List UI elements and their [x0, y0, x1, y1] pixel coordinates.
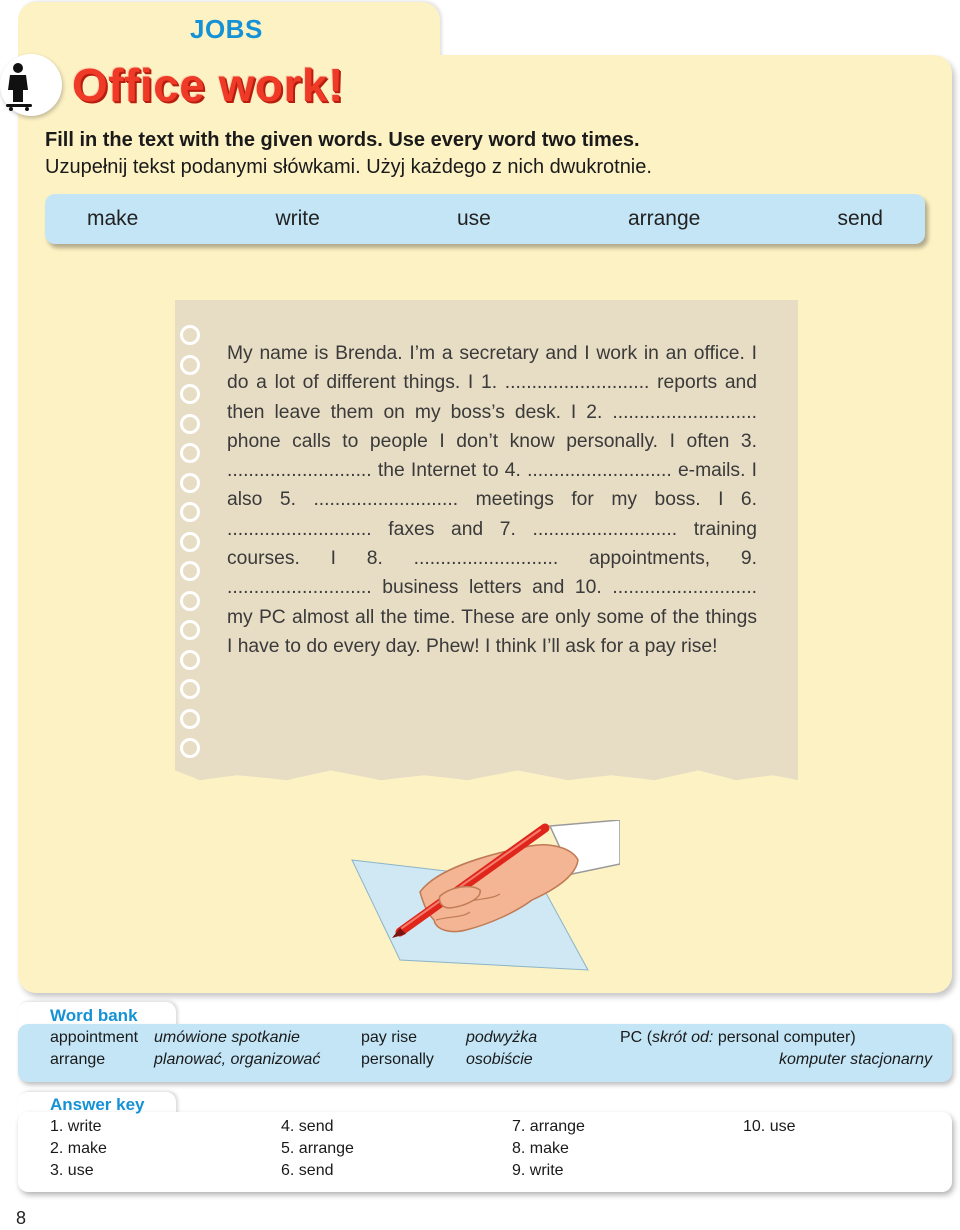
blank-7[interactable]: ........................... — [532, 518, 678, 540]
paper-hole — [180, 532, 200, 552]
answer-item: 4. send — [281, 1118, 334, 1135]
story-segment: My name is Brenda. I’m a secretary and I work in an office. I do a lot of different things. I 1. — [227, 343, 757, 394]
story-segment: meetings for my boss. I 6. — [475, 489, 758, 511]
answer-item: 6. send — [281, 1162, 334, 1179]
story-text — [227, 339, 757, 661]
story-segment: faxes and 7. — [388, 518, 516, 540]
skateboarder-icon — [4, 62, 34, 112]
paper-hole — [180, 679, 200, 699]
paper-hole — [180, 561, 200, 581]
blank-10[interactable]: ........................... — [612, 577, 758, 599]
word-bank-full-form: personal computer) — [717, 1029, 856, 1046]
answer-item: 7. arrange — [512, 1118, 585, 1135]
blank-8[interactable]: ........................... — [413, 548, 559, 570]
story-segment: the Internet to 4. — [377, 460, 521, 482]
paper-hole — [180, 443, 200, 463]
story-segment: reports and then leave them on my boss’s desk. I 2. — [227, 372, 758, 423]
answer-item: 2. make — [50, 1140, 107, 1157]
paper-hole — [180, 355, 200, 375]
word-bank-translation: umówione spotkanie — [154, 1029, 300, 1046]
section-icon-badge — [0, 54, 62, 116]
story-segment: business letters and 10. — [382, 577, 602, 599]
word-bank-term: appointment — [50, 1029, 139, 1046]
word-bank-translation: podwyżka — [466, 1029, 538, 1046]
paper-hole — [180, 384, 200, 404]
blank-1[interactable]: ........................... — [504, 372, 650, 394]
story-segment: appointments, 9. — [589, 548, 758, 570]
blank-2[interactable]: ........................... — [612, 401, 757, 423]
word-bank-paren: ( — [646, 1029, 653, 1046]
answer-item: 10. use — [743, 1118, 796, 1135]
instructions-polish: Uzupełnij tekst podanymi słówkami. Użyj każdego z nich dwukrotnie. — [45, 156, 652, 178]
paper-hole — [180, 473, 200, 493]
paper-hole — [180, 414, 200, 434]
word-bank-title: Word bank — [50, 1006, 138, 1025]
word-arrange: arrange — [627, 207, 701, 230]
page-number: 8 — [16, 1208, 27, 1228]
word-write: write — [275, 207, 320, 230]
answer-key-box — [18, 1112, 952, 1192]
word-bank-note: skrót od: — [652, 1029, 714, 1046]
paper-holes — [180, 325, 200, 768]
word-send: send — [837, 207, 883, 230]
blank-6[interactable]: ........................... — [227, 518, 372, 540]
word-bank-translation: osobiście — [466, 1051, 533, 1068]
word-bank-term: pay rise — [361, 1029, 418, 1046]
answer-key-title: Answer key — [50, 1095, 145, 1114]
word-bank-pc-entry — [620, 1029, 856, 1047]
paper-hole — [180, 738, 200, 758]
answer-item: 8. make — [512, 1140, 569, 1157]
answer-item: 9. write — [512, 1162, 564, 1179]
blank-5[interactable]: ........................... — [313, 489, 459, 511]
word-bank-term: PC — [620, 1029, 643, 1046]
word-make: make — [87, 207, 139, 230]
answer-item: 1. write — [50, 1118, 102, 1135]
paper-hole — [180, 709, 200, 729]
word-bank-translation: planować, organizować — [154, 1051, 321, 1068]
blank-4[interactable]: ........................... — [527, 460, 672, 482]
instructions-english: Fill in the text with the given words. Use every word two times. — [45, 129, 640, 151]
word-bank-translation: komputer stacjonarny — [779, 1051, 932, 1068]
blank-9[interactable]: ........................... — [227, 577, 372, 599]
paper-hole — [180, 620, 200, 640]
story-segment: e-mails. I also 5. — [227, 460, 758, 511]
answer-item: 5. arrange — [281, 1140, 354, 1157]
page-title: Office work! — [72, 59, 344, 111]
word-box — [45, 194, 925, 244]
instructions — [45, 127, 652, 181]
word-bank-term: personally — [361, 1051, 434, 1068]
story-segment: my PC almost all the time. These are only some of the things I have to do every day. Phew! I think I’ll ask for a pay rise! — [227, 606, 757, 657]
story-segment: training courses. I 8. — [227, 518, 757, 570]
paper-hole — [180, 650, 200, 670]
word-use: use — [456, 207, 491, 230]
paper-hole — [180, 502, 200, 522]
hand-writing-with-pen-illustration — [340, 820, 620, 980]
paper-hole — [180, 325, 200, 345]
paper-hole — [180, 591, 200, 611]
word-bank-term: arrange — [50, 1051, 106, 1068]
story-segment: phone calls to people I don’t know personally. I often 3. — [227, 430, 757, 452]
blank-3[interactable]: ........................... — [227, 460, 372, 482]
section-label: JOBS — [190, 14, 263, 44]
answer-item: 3. use — [50, 1162, 94, 1179]
